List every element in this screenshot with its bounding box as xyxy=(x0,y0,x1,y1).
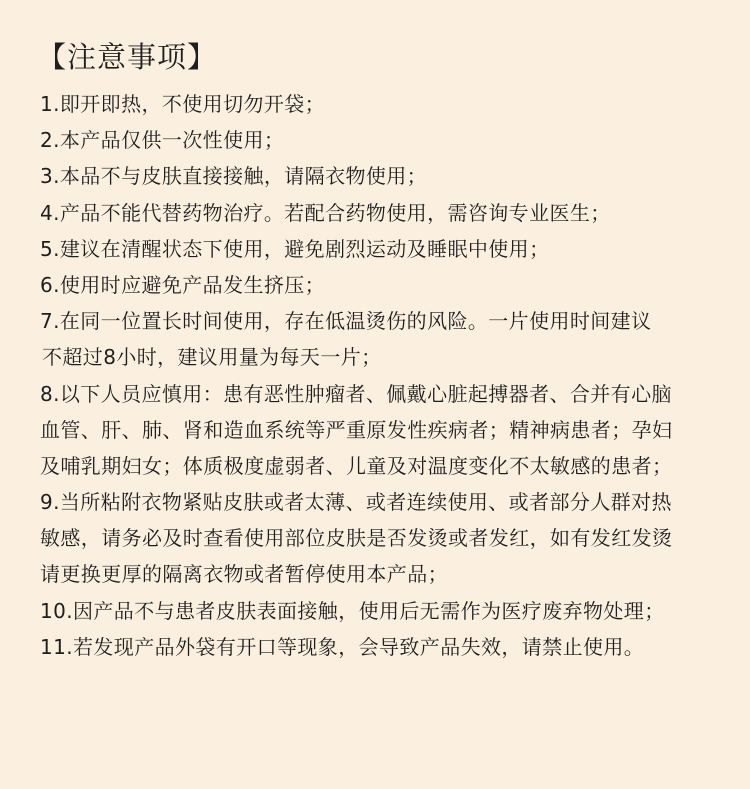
notice-line-11: 及哺乳期妇女；体质极度虚弱者、儿童及对温度变化不太敏感的患者； xyxy=(40,453,673,478)
notice-title: 【注意事项】 xyxy=(37,40,218,74)
notice-list xyxy=(40,86,730,665)
notice-line-4: 4.产品不能代替药物治疗。若配合药物使用，需咨询专业医生； xyxy=(40,200,611,225)
notice-line-10: 血管、肝、肺、肾和造血系统等严重原发性疾病者；精神病患者；孕妇 xyxy=(40,417,673,442)
notice-section xyxy=(37,30,730,665)
notice-line-3: 3.本品不与皮肤直接接触，请隔衣物使用； xyxy=(40,164,428,189)
notice-line-9: 8.以下人员应慎用：患有恶性肿瘤者、佩戴心脏起搏器者、合并有心脑 xyxy=(40,381,672,406)
notice-line-8: 不超过8小时，建议用量为每天一片； xyxy=(42,345,382,370)
notice-line-5: 5.建议在清醒状态下使用，避免剧烈运动及睡眠中使用； xyxy=(40,236,550,261)
notice-line-6: 6.使用时应避免产品发生挤压； xyxy=(40,272,326,297)
notice-line-16: 11.若发现产品外袋有开口等现象，会导致产品失效，请禁止使用。 xyxy=(40,634,645,659)
notice-line-12: 9.当所粘附衣物紧贴皮肤或者太薄、或者连续使用、或者部分人群对热 xyxy=(40,490,672,515)
notice-line-7: 7.在同一位置长时间使用，存在低温烫伤的风险。一片使用时间建议 xyxy=(40,309,652,334)
notice-line-13: 敏感，请务必及时查看使用部位皮肤是否发烫或者发红，如有发红发烫 xyxy=(40,526,673,551)
notice-line-1: 1.即开即热，不使用切勿开袋； xyxy=(40,92,326,116)
notice-line-2: 2.本产品仅供一次性使用； xyxy=(40,128,285,153)
notice-line-14: 请更换更厚的隔离衣物或者暂停使用本产品； xyxy=(40,562,448,587)
notice-line-15: 10.因产品不与患者皮肤表面接触，使用后无需作为医疗废弃物处理； xyxy=(40,598,665,623)
